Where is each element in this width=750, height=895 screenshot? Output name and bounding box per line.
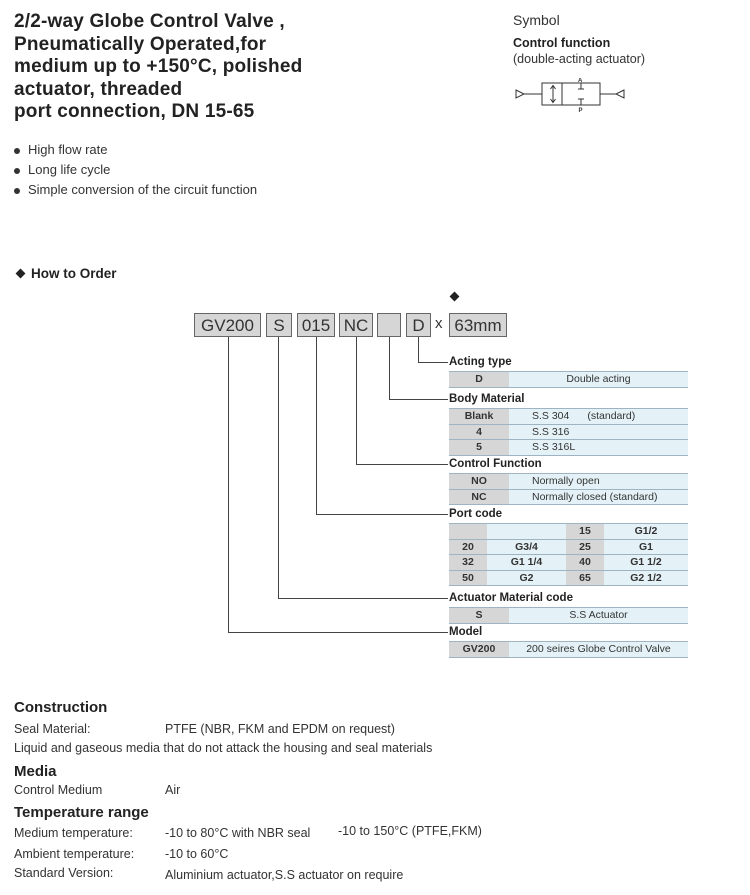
table-row: D Double acting <box>449 371 688 388</box>
seal-material-label: Seal Material: <box>14 722 91 736</box>
code-box-body <box>377 313 401 337</box>
ambient-temp-label: Ambient temperature: <box>14 847 135 861</box>
title-line: 2/2-way Globe Control Valve , <box>14 11 285 32</box>
acting-type-label: Acting type <box>449 356 512 368</box>
connector-line <box>278 598 448 599</box>
table-row: S S.S Actuator <box>449 607 688 624</box>
table-row: 4 S.S 316 <box>449 425 688 441</box>
standard-version-value: Aluminium actuator,S.S actuator on require <box>165 868 404 882</box>
body-material-table <box>449 408 688 456</box>
port-code-table <box>449 523 688 586</box>
connector-line <box>389 337 390 400</box>
diamond-icon <box>450 292 460 302</box>
table-row: 15 G1/2 <box>449 523 688 540</box>
connector-line <box>389 399 448 400</box>
title-line: actuator, threaded <box>14 78 183 100</box>
connector-line <box>278 337 279 599</box>
seal-material-value: PTFE (NBR, FKM and EPDM on request) <box>165 722 395 736</box>
temperature-heading: Temperature range <box>14 804 149 821</box>
diamond-icon <box>16 269 26 279</box>
connector-line <box>418 337 419 363</box>
control-function-label: Control function <box>513 36 611 50</box>
control-function-sub: (double-acting actuator) <box>513 52 646 66</box>
feature-item: Long life cycle <box>14 160 257 180</box>
bullet-icon <box>14 168 20 174</box>
title-line: port connection, DN 15-65 <box>14 101 255 122</box>
feature-list <box>14 140 257 200</box>
table-row: NO Normally open <box>449 473 688 490</box>
construction-heading: Construction <box>14 699 108 716</box>
symbol-heading: Symbol <box>513 12 560 28</box>
code-box-size: 63mm <box>449 313 507 337</box>
table-row: Blank S.S 304 (standard) <box>449 408 688 425</box>
media-heading: Media <box>14 763 57 780</box>
code-box-actuator: S <box>266 313 292 337</box>
model-table <box>449 641 688 658</box>
title-line: Pneumatically Operated,for <box>14 33 267 55</box>
connector-line <box>316 514 448 515</box>
body-material-label: Body Material <box>449 393 525 405</box>
acting-type-table <box>449 371 688 388</box>
table-row: 32 G1 1/4 40 G1 1/2 <box>449 555 688 571</box>
table-row: 50 G2 65 G2 1/2 <box>449 571 688 587</box>
code-box-port: 015 <box>297 313 335 337</box>
how-to-order-heading: How to Order <box>14 266 117 281</box>
connector-line <box>356 337 357 465</box>
control-function-table <box>449 473 688 505</box>
bullet-icon <box>14 148 20 154</box>
feature-item: High flow rate <box>14 140 257 160</box>
bullet-icon <box>14 188 20 194</box>
control-medium-label: Control Medium <box>14 783 103 797</box>
connector-line <box>316 337 317 515</box>
table-row: 20 G3/4 25 G1 <box>449 540 688 556</box>
code-box-model: GV200 <box>194 313 261 337</box>
media-note: Liquid and gaseous media that do not attack the housing and seal materials <box>14 741 433 755</box>
actuator-material-label: Actuator Material code <box>449 592 573 604</box>
port-code-label: Port code <box>449 508 503 520</box>
port-p-label: P <box>578 108 583 114</box>
code-box-acting: D <box>406 313 431 337</box>
times-sign: x <box>435 315 443 332</box>
table-row: NC Normally closed (standard) <box>449 490 688 506</box>
title-line: medium up to +150°C, polished <box>14 56 303 77</box>
medium-temp-value: -10 to 80°C with NBR seal <box>165 826 311 840</box>
connector-line <box>228 632 448 633</box>
medium-temp-label: Medium temperature: <box>14 826 133 840</box>
port-a-label: A <box>578 78 583 84</box>
connector-line <box>228 337 229 633</box>
connector-line <box>356 464 448 465</box>
valve-symbol-icon <box>510 78 630 114</box>
table-row: 5 S.S 316L <box>449 440 688 456</box>
feature-item: Simple conversion of the circuit function <box>14 180 257 200</box>
ambient-temp-value: -10 to 60°C <box>165 847 229 861</box>
product-title <box>14 11 394 124</box>
actuator-material-table <box>449 607 688 624</box>
model-label: Model <box>449 626 483 638</box>
control-medium-value: Air <box>165 783 181 797</box>
connector-line <box>418 362 448 363</box>
control-function-section-label: Control Function <box>449 458 542 470</box>
table-row: GV200 200 seires Globe Control Valve <box>449 641 688 658</box>
code-box-function: NC <box>339 313 373 337</box>
standard-version-label: Standard Version: <box>14 866 114 880</box>
medium-temp-value-alt: -10 to 150°C (PTFE,FKM) <box>338 824 482 838</box>
